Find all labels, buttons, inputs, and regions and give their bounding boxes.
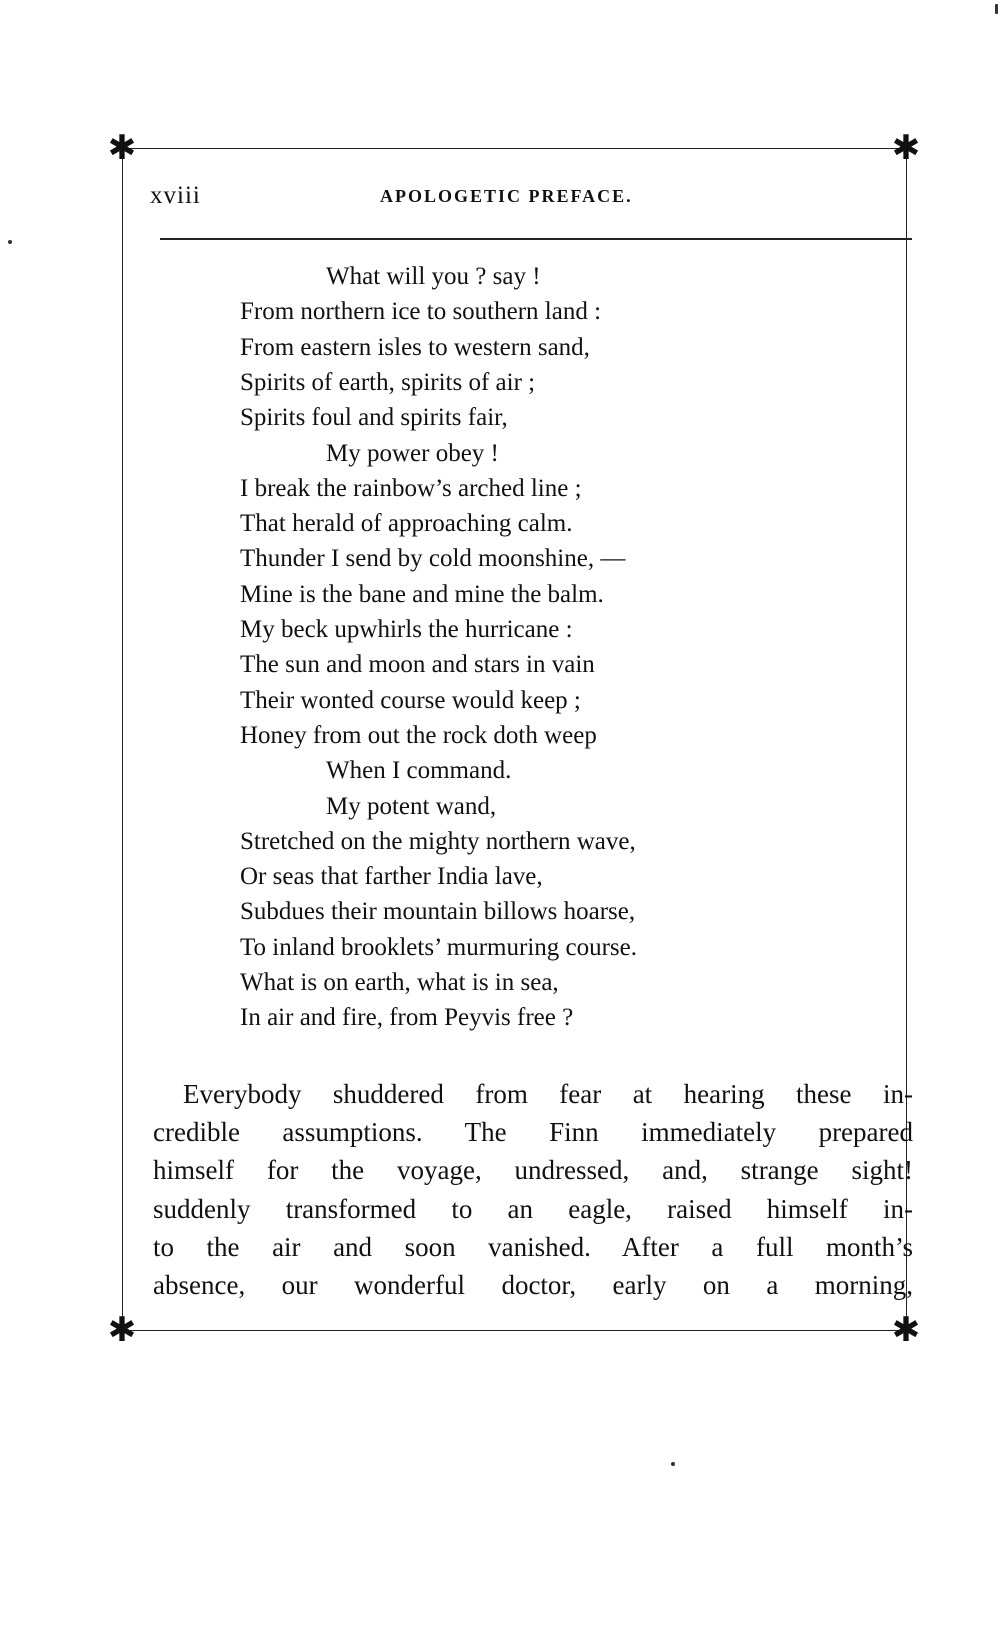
scan-speck: [671, 1462, 675, 1466]
prose-line: absence, our wonderful doctor, early on a morning,: [153, 1270, 913, 1300]
prose-line: himself for the voyage, undressed, and, strange sight!: [153, 1155, 913, 1186]
poem-line: I break the rainbow’s arched line ;: [240, 474, 582, 502]
poem-line: To inland brooklets’ murmuring course.: [240, 933, 638, 961]
poem-line: Subdues their mountain billows hoarse,: [240, 898, 636, 926]
frame-left-rule: [122, 152, 123, 1328]
poem-line: Stretched on the mighty northern wave,: [240, 827, 636, 855]
poem-line: Mine is the bane and mine the balm.: [240, 580, 604, 608]
poem-line: Thunder I send by cold moonshine, —: [240, 545, 626, 573]
prose-line: to the air and soon vanished. After a full month’s: [153, 1231, 913, 1262]
poem-line: Honey from out the rock doth weep: [240, 721, 597, 749]
poem-line: Or seas that farther India lave,: [240, 863, 543, 891]
poem-line: What will you ? say !: [326, 263, 541, 290]
frame-bottom-rule: [126, 1330, 910, 1331]
poem-line: Spirits of earth, spirits of air ;: [240, 368, 536, 396]
header-rule: [160, 238, 912, 240]
poem-line: My beck upwhirls the hurricane :: [240, 616, 573, 643]
prose-line: Everybody shuddered from fear at hearing these in-: [183, 1079, 913, 1109]
poem-line: From northern ice to southern land :: [240, 298, 602, 326]
poem-line: My potent wand,: [326, 792, 497, 820]
corner-ornament-bottom-right: ✱: [891, 1312, 921, 1349]
poem-line: In air and fire, from Peyvis free ?: [240, 1004, 574, 1032]
scan-speck: [8, 240, 12, 244]
running-title: APOLOGETIC PREFACE.: [380, 186, 633, 206]
poem-line: Spirits foul and spirits fair,: [240, 404, 508, 432]
poem-line: What is on earth, what is in sea,: [240, 969, 559, 996]
poem-line: The sun and moon and stars in vain: [240, 651, 595, 679]
poem-line: That herald of approaching calm.: [240, 510, 573, 538]
prose-line: credible assumptions. The Finn immediately prepared: [153, 1117, 913, 1148]
corner-ornament-top-left: ✱: [107, 130, 137, 167]
running-header: [150, 182, 910, 212]
frame-right-rule: [906, 152, 907, 1328]
frame-top-rule: [126, 148, 910, 149]
corner-ornament-bottom-left: ✱: [107, 1312, 137, 1349]
poem-line: My power obey !: [326, 439, 499, 467]
page-number: xviii: [150, 182, 201, 209]
prose-line: suddenly transformed to an eagle, raised himself in-: [153, 1193, 913, 1224]
poem-line: From eastern isles to western sand,: [240, 333, 590, 361]
scan-speck: [995, 4, 998, 14]
poem-line: Their wonted course would keep ;: [240, 686, 581, 714]
poem-line: When I command.: [326, 757, 512, 785]
corner-ornament-top-right: ✱: [891, 130, 921, 167]
